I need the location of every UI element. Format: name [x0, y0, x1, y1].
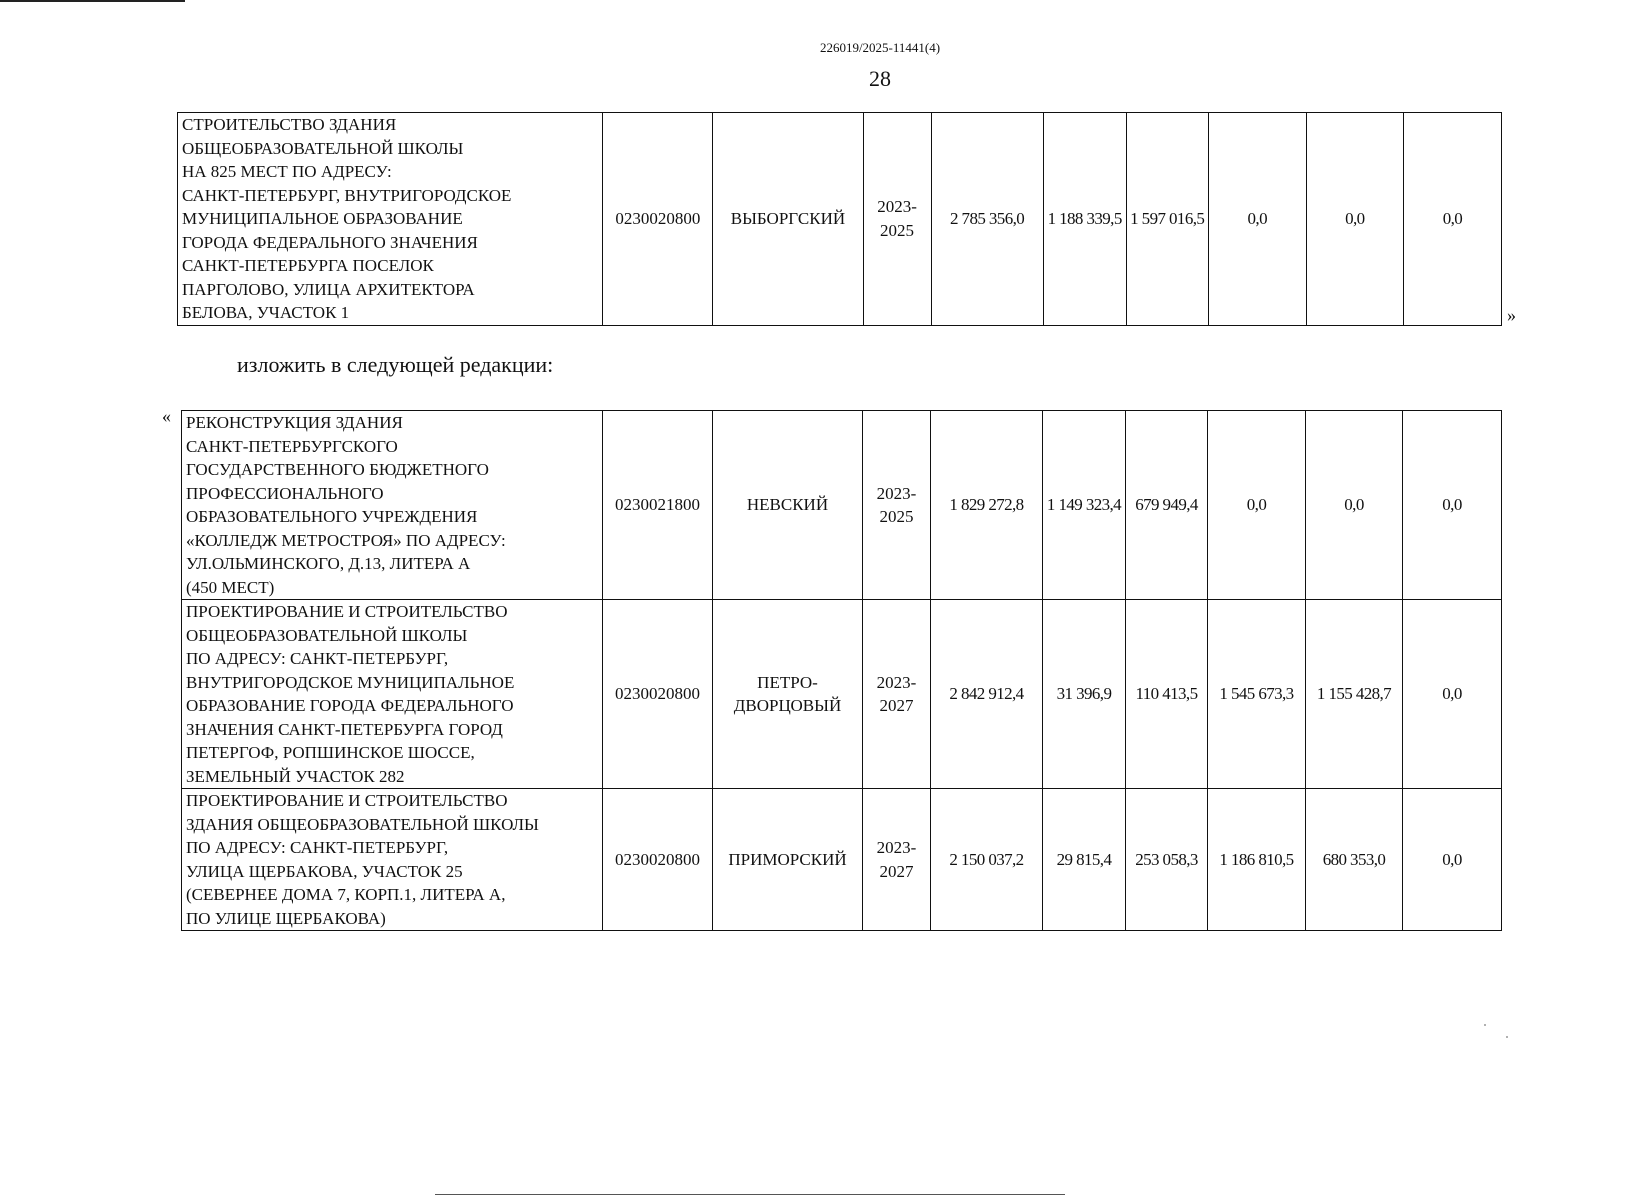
total-cell: 2 842 912,4 [931, 600, 1043, 789]
value-cell-1: 1 149 323,4 [1043, 411, 1126, 600]
value-cell-3: 0,0 [1208, 411, 1306, 600]
object-name-cell: СТРОИТЕЛЬСТВО ЗДАНИЯ ОБЩЕОБРАЗОВАТЕЛЬНОЙ ШКОЛЫ НА 825 МЕСТ ПО АДРЕСУ: САНКТ-ПЕТЕРБУРГ, ВНУТРИГОРОДСКОЕ МУНИЦИПАЛЬНОЕ ОБРАЗОВАНИЕ ГОРОДА ФЕДЕРАЛЬНОГО ЗНАЧЕНИЯ САНКТ-ПЕТЕРБУРГА ПОСЕЛОК ПАРГОЛОВО, УЛИЦА АРХИТЕКТОРА БЕЛОВА, УЧАСТОК 1 [178, 113, 603, 326]
value-cell-5: 0,0 [1403, 113, 1501, 326]
opening-quote: « [162, 406, 171, 426]
value-cell-2: 253 058,3 [1126, 789, 1208, 931]
district-cell: ПЕТРО- ДВОРЦОВЫЙ [713, 600, 863, 789]
total-cell: 2 150 037,2 [931, 789, 1043, 931]
period-cell: 2023- 2025 [863, 411, 931, 600]
document-number: 226019/2025-11441(4) [819, 40, 941, 55]
code-cell: 0230020800 [603, 789, 713, 931]
closing-quote: » [1507, 305, 1516, 325]
bottom-scan-line [435, 1194, 1065, 1195]
top-edge-line [0, 0, 185, 2]
value-cell-1: 29 815,4 [1043, 789, 1126, 931]
object-name-cell: ПРОЕКТИРОВАНИЕ И СТРОИТЕЛЬСТВО ОБЩЕОБРАЗОВАТЕЛЬНОЙ ШКОЛЫ ПО АДРЕСУ: САНКТ-ПЕТЕРБУРГ, ВНУТРИГОРОДСКОЕ МУНИЦИПАЛЬНОЕ ОБРАЗОВАНИЕ ГОРОДА ФЕДЕРАЛЬНОГО ЗНАЧЕНИЯ САНКТ-ПЕТЕРБУРГА ГОРОД ПЕТЕРГОФ, РОПШИНСКОЕ ШОССЕ, ЗЕМЕЛЬНЫЙ УЧАСТОК 282 [182, 600, 603, 789]
period-cell: 2023- 2027 [863, 600, 931, 789]
value-cell-4: 0,0 [1306, 411, 1403, 600]
table-row [182, 411, 1502, 600]
scan-speck [1484, 1024, 1486, 1026]
total-cell: 1 829 272,8 [931, 411, 1043, 600]
value-cell-5: 0,0 [1403, 411, 1502, 600]
scan-speck [1506, 1036, 1508, 1038]
district-cell: ВЫБОРГСКИЙ [713, 113, 863, 326]
table-row [182, 600, 1502, 789]
district-cell: НЕВСКИЙ [713, 411, 863, 600]
value-cell-4: 1 155 428,7 [1306, 600, 1403, 789]
table-row [178, 113, 1502, 326]
value-cell-2: 110 413,5 [1126, 600, 1208, 789]
object-name-cell: ПРОЕКТИРОВАНИЕ И СТРОИТЕЛЬСТВО ЗДАНИЯ ОБЩЕОБРАЗОВАТЕЛЬНОЙ ШКОЛЫ ПО АДРЕСУ: САНКТ-ПЕТЕРБУРГ, УЛИЦА ЩЕРБАКОВА, УЧАСТОК 25 (СЕВЕРНЕЕ ДОМА 7, КОРП.1, ЛИТЕРА А, ПО УЛИЦЕ ЩЕРБАКОВА) [182, 789, 603, 931]
new-edition-table [181, 410, 1502, 931]
code-cell: 0230021800 [603, 411, 713, 600]
value-cell-2: 1 597 016,5 [1126, 113, 1208, 326]
value-cell-2: 679 949,4 [1126, 411, 1208, 600]
code-cell: 0230020800 [603, 600, 713, 789]
instruction-caption: изложить в следующей редакции: [237, 352, 554, 377]
table-row [182, 789, 1502, 931]
period-cell: 2023- 2025 [863, 113, 931, 326]
value-cell-1: 1 188 339,5 [1043, 113, 1126, 326]
object-name-cell: РЕКОНСТРУКЦИЯ ЗДАНИЯ САНКТ-ПЕТЕРБУРГСКОГО ГОСУДАРСТВЕННОГО БЮДЖЕТНОГО ПРОФЕССИОНАЛЬНОГО ОБРАЗОВАТЕЛЬНОГО УЧРЕЖДЕНИЯ «КОЛЛЕДЖ МЕТРОСТРОЯ» ПО АДРЕСУ: УЛ.ОЛЬМИНСКОГО, Д.13, ЛИТЕРА А (450 МЕСТ) [182, 411, 603, 600]
value-cell-3: 1 545 673,3 [1208, 600, 1306, 789]
value-cell-4: 0,0 [1306, 113, 1403, 326]
value-cell-5: 0,0 [1403, 789, 1502, 931]
value-cell-4: 680 353,0 [1306, 789, 1403, 931]
code-cell: 0230020800 [603, 113, 713, 326]
district-cell: ПРИМОРСКИЙ [713, 789, 863, 931]
total-cell: 2 785 356,0 [931, 113, 1043, 326]
value-cell-3: 1 186 810,5 [1208, 789, 1306, 931]
value-cell-1: 31 396,9 [1043, 600, 1126, 789]
page-number: 28 [869, 66, 891, 91]
old-edition-table [177, 112, 1502, 326]
value-cell-5: 0,0 [1403, 600, 1502, 789]
value-cell-3: 0,0 [1208, 113, 1306, 326]
period-cell: 2023- 2027 [863, 789, 931, 931]
